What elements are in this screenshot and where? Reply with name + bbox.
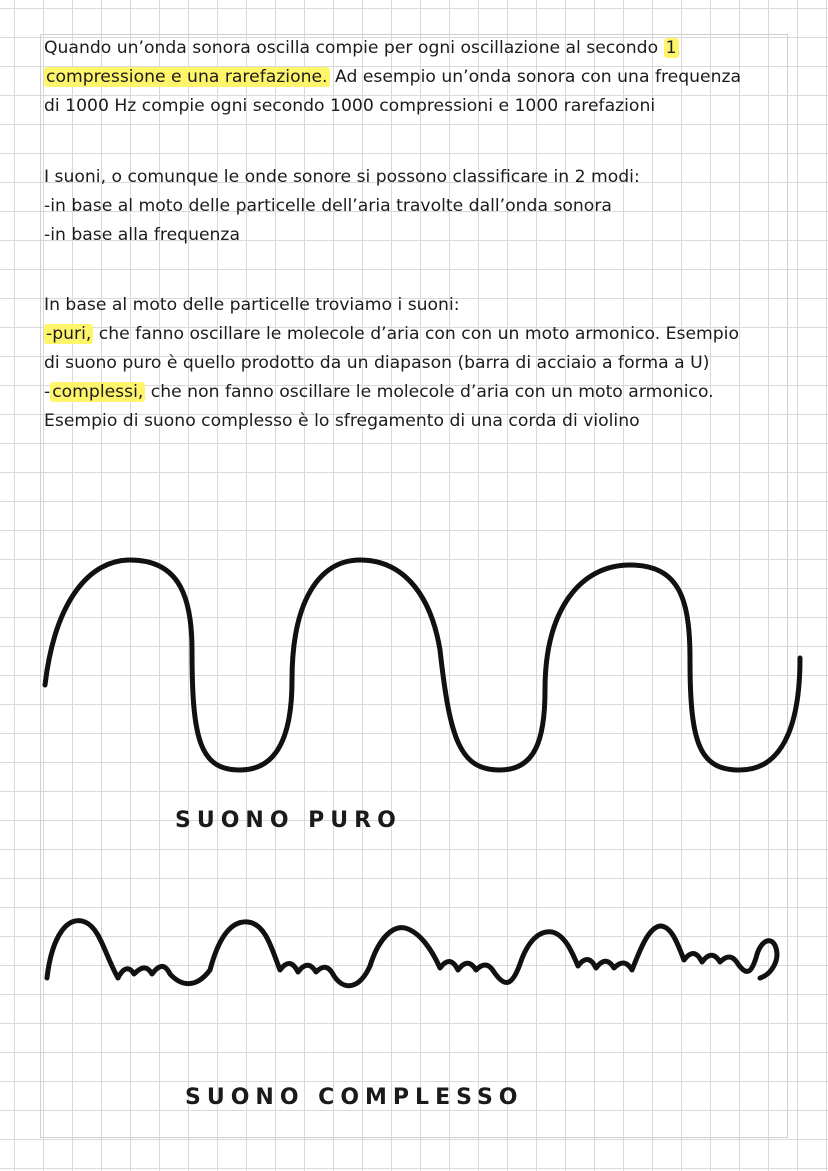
paragraph-sound-types [44,291,784,436]
text-line: di suono puro è quello prodotto da un diapason (barra di acciaio a forma a U) [44,353,710,373]
text-line [44,63,784,92]
text-line [44,34,784,63]
pure-sound-caption: SUONO PURO [175,808,402,833]
text-segment: Quando un’onda sonora oscilla compie per ogni oscillazione al secondo [44,38,664,58]
highlighted-text: complessi, [52,382,144,402]
pure-wave-stroke [45,560,800,770]
paragraph-compression [44,34,784,121]
highlighted-text: compressione e una rarefazione. [46,67,328,87]
highlighted-text: -puri, [46,324,92,344]
text-line: Esempio di suono complesso è lo sfregamento di una corda di violino [44,411,640,431]
text-line: -in base alla frequenza [44,225,240,245]
text-segment: Ad esempio un’onda sonora con una frequenza [329,67,742,87]
pure-sound-wave-drawing [0,540,828,800]
text-line [44,320,784,349]
text-segment: - [44,382,51,402]
text-line: -in base al moto delle particelle dell’aria travolte dall’onda sonora [44,196,612,216]
complex-sound-caption: SUONO COMPLESSO [185,1085,524,1110]
text-line [44,378,784,407]
text-line: di 1000 Hz compie ogni secondo 1000 compressioni e 1000 rarefazioni [44,96,656,116]
text-segment: che non fanno oscillare le molecole d’aria con un moto armonico. [145,382,714,402]
highlighted-text: 1 [665,38,677,58]
complex-sound-wave-drawing [0,900,828,1020]
text-segment: che fanno oscillare le molecole d’aria con con un moto armonico. Esempio [93,324,739,344]
text-line: In base al moto delle particelle troviamo i suoni: [44,295,460,315]
text-line: I suoni, o comunque le onde sonore si possono classificare in 2 modi: [44,167,640,187]
paragraph-classification [44,163,784,250]
complex-wave-stroke [47,921,777,986]
